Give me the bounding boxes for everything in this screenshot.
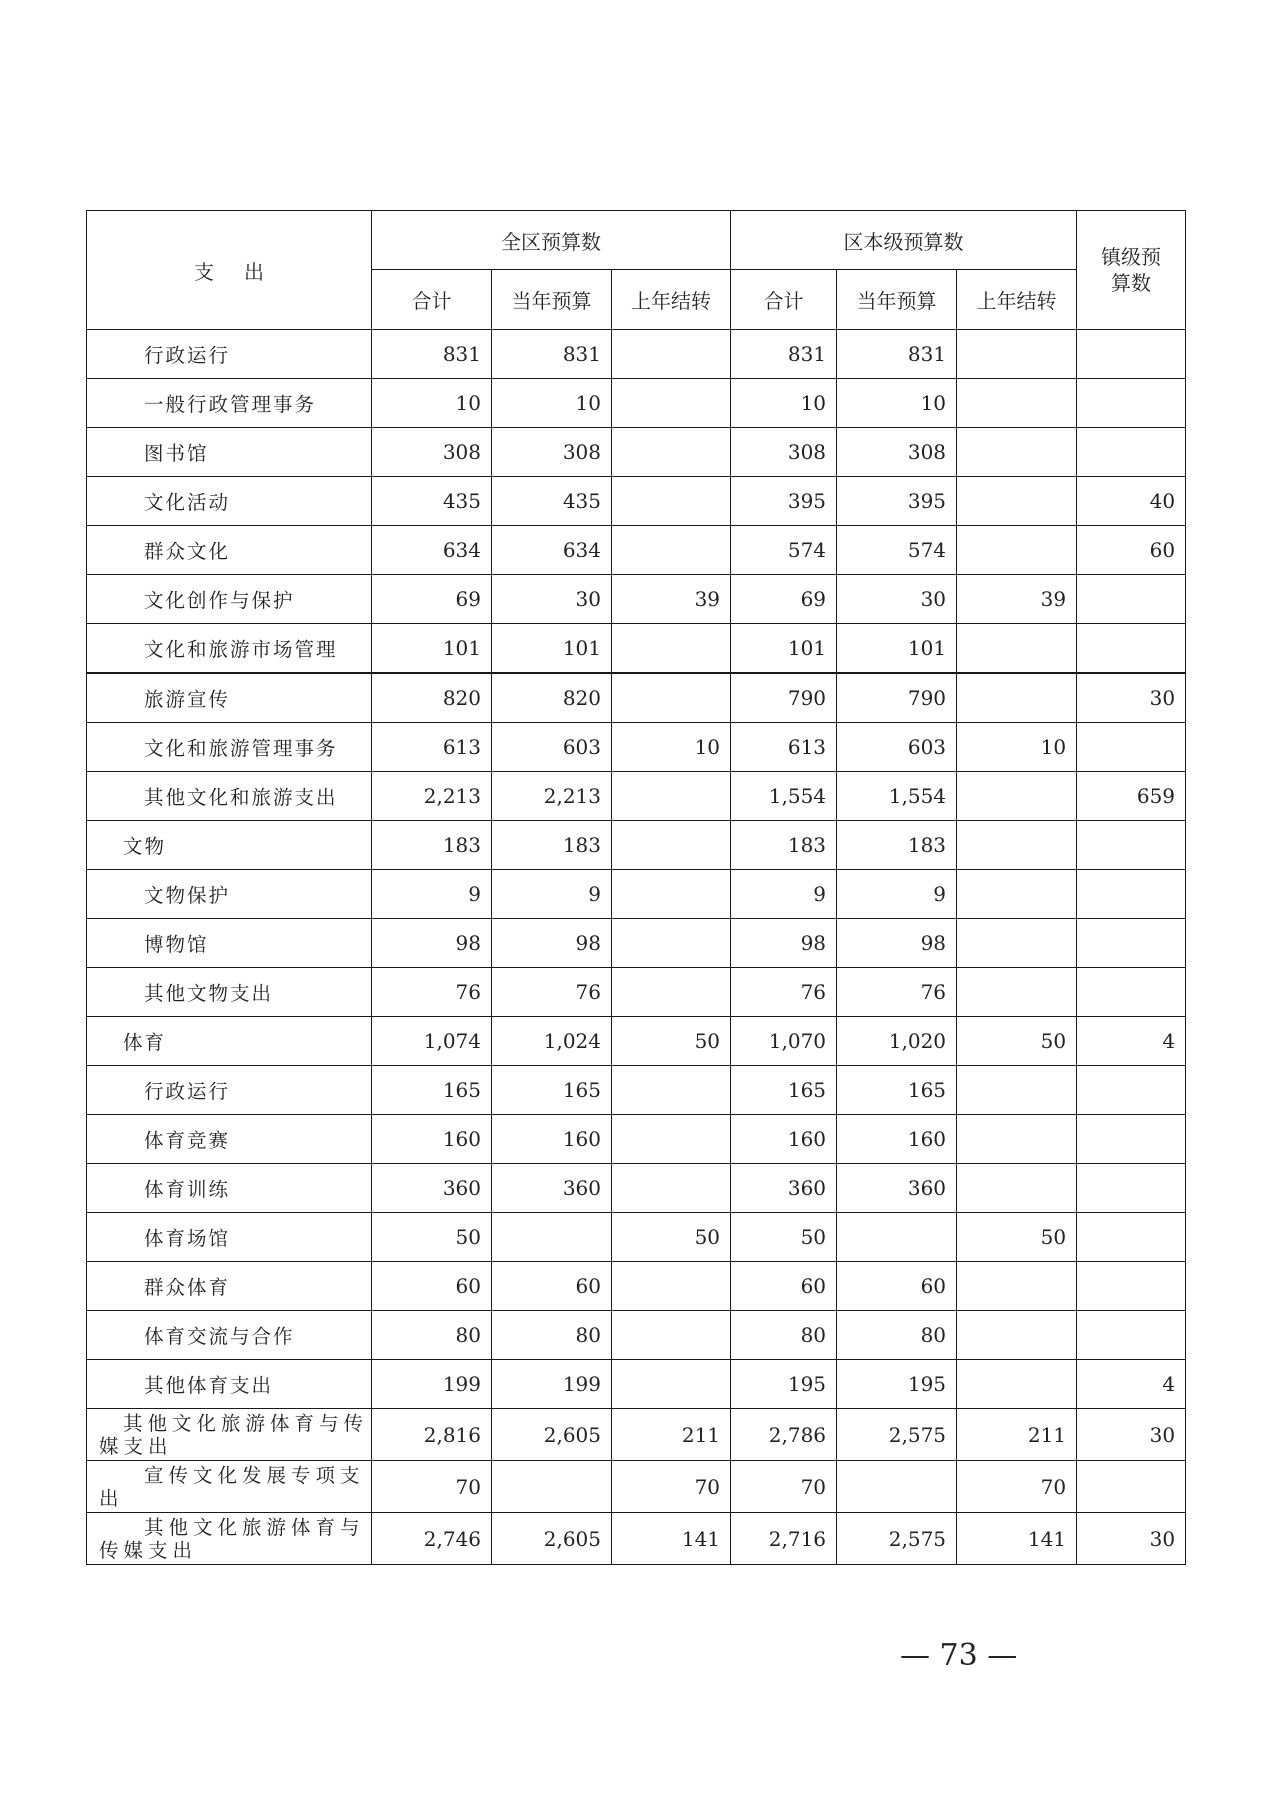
cell-value: 183 bbox=[837, 821, 957, 870]
cell-value: 76 bbox=[492, 968, 612, 1017]
table-row bbox=[87, 1513, 1186, 1565]
cell-value: 9 bbox=[372, 870, 492, 919]
cell-value: 30 bbox=[1077, 1513, 1186, 1565]
cell-value: 76 bbox=[837, 968, 957, 1017]
cell-value: 98 bbox=[731, 919, 837, 968]
table-body bbox=[87, 330, 1186, 1565]
row-label: 文化创作与保护 bbox=[87, 575, 372, 624]
cell-value bbox=[1077, 1115, 1186, 1164]
table-row bbox=[87, 379, 1186, 428]
row-label: 图书馆 bbox=[87, 428, 372, 477]
col-carryover-district: 上年结转 bbox=[957, 270, 1077, 330]
budget-table bbox=[86, 210, 1186, 1565]
cell-value bbox=[1077, 330, 1186, 379]
cell-value: 4 bbox=[1077, 1017, 1186, 1066]
cell-value: 360 bbox=[731, 1164, 837, 1213]
row-label: 体育训练 bbox=[87, 1164, 372, 1213]
cell-value: 831 bbox=[372, 330, 492, 379]
cell-value: 10 bbox=[837, 379, 957, 428]
cell-value: 50 bbox=[957, 1213, 1077, 1262]
table-row bbox=[87, 1066, 1186, 1115]
cell-value bbox=[612, 526, 731, 575]
cell-value: 360 bbox=[372, 1164, 492, 1213]
cell-value: 98 bbox=[492, 919, 612, 968]
cell-value: 101 bbox=[731, 624, 837, 674]
cell-value bbox=[957, 1115, 1077, 1164]
cell-value bbox=[957, 1164, 1077, 1213]
cell-value: 165 bbox=[372, 1066, 492, 1115]
table-header bbox=[87, 211, 1186, 330]
cell-value: 1,070 bbox=[731, 1017, 837, 1066]
cell-value: 790 bbox=[837, 673, 957, 723]
cell-value: 1,554 bbox=[731, 772, 837, 821]
cell-value bbox=[837, 1461, 957, 1513]
row-label: 其他文化旅游体育与传媒支出 bbox=[87, 1409, 372, 1461]
row-label: 文物保护 bbox=[87, 870, 372, 919]
cell-value: 831 bbox=[731, 330, 837, 379]
row-label: 行政运行 bbox=[87, 330, 372, 379]
cell-value: 634 bbox=[372, 526, 492, 575]
cell-value: 50 bbox=[372, 1213, 492, 1262]
cell-value: 2,213 bbox=[492, 772, 612, 821]
cell-value bbox=[1077, 870, 1186, 919]
table-row bbox=[87, 919, 1186, 968]
cell-value: 101 bbox=[837, 624, 957, 674]
cell-value bbox=[1077, 1311, 1186, 1360]
cell-value: 308 bbox=[837, 428, 957, 477]
table-row bbox=[87, 575, 1186, 624]
cell-value: 80 bbox=[837, 1311, 957, 1360]
cell-value bbox=[612, 428, 731, 477]
table-row bbox=[87, 1262, 1186, 1311]
cell-value bbox=[957, 1360, 1077, 1409]
col-carryover-all: 上年结转 bbox=[612, 270, 731, 330]
cell-value: 574 bbox=[731, 526, 837, 575]
cell-value: 50 bbox=[612, 1017, 731, 1066]
cell-value: 308 bbox=[492, 428, 612, 477]
cell-value: 50 bbox=[957, 1017, 1077, 1066]
cell-value: 195 bbox=[731, 1360, 837, 1409]
cell-value: 395 bbox=[837, 477, 957, 526]
cell-value: 70 bbox=[372, 1461, 492, 1513]
cell-value bbox=[957, 673, 1077, 723]
cell-value: 101 bbox=[372, 624, 492, 674]
row-label: 体育竞赛 bbox=[87, 1115, 372, 1164]
cell-value bbox=[1077, 428, 1186, 477]
cell-value: 183 bbox=[492, 821, 612, 870]
cell-value: 160 bbox=[837, 1115, 957, 1164]
cell-value: 160 bbox=[731, 1115, 837, 1164]
cell-value bbox=[957, 526, 1077, 575]
cell-value: 360 bbox=[492, 1164, 612, 1213]
cell-value: 395 bbox=[731, 477, 837, 526]
cell-value bbox=[612, 1311, 731, 1360]
cell-value bbox=[957, 330, 1077, 379]
cell-value bbox=[957, 1262, 1077, 1311]
cell-value: 2,575 bbox=[837, 1409, 957, 1461]
cell-value bbox=[1077, 723, 1186, 772]
cell-value: 160 bbox=[492, 1115, 612, 1164]
cell-value: 634 bbox=[492, 526, 612, 575]
cell-value bbox=[957, 379, 1077, 428]
row-label: 博物馆 bbox=[87, 919, 372, 968]
row-label: 文化和旅游市场管理 bbox=[87, 624, 372, 674]
row-label: 体育 bbox=[87, 1017, 372, 1066]
cell-value bbox=[612, 1164, 731, 1213]
cell-value bbox=[957, 624, 1077, 674]
cell-value: 2,786 bbox=[731, 1409, 837, 1461]
cell-value: 199 bbox=[492, 1360, 612, 1409]
cell-value: 603 bbox=[837, 723, 957, 772]
cell-value bbox=[1077, 1066, 1186, 1115]
cell-value: 790 bbox=[731, 673, 837, 723]
cell-value: 80 bbox=[372, 1311, 492, 1360]
cell-value bbox=[957, 1066, 1077, 1115]
row-label: 一般行政管理事务 bbox=[87, 379, 372, 428]
row-label: 群众文化 bbox=[87, 526, 372, 575]
cell-value: 165 bbox=[837, 1066, 957, 1115]
cell-value bbox=[612, 1262, 731, 1311]
row-label: 其他体育支出 bbox=[87, 1360, 372, 1409]
cell-value: 69 bbox=[731, 575, 837, 624]
table-row bbox=[87, 968, 1186, 1017]
cell-value bbox=[957, 1311, 1077, 1360]
cell-value bbox=[1077, 1461, 1186, 1513]
cell-value bbox=[612, 772, 731, 821]
cell-value bbox=[1077, 968, 1186, 1017]
table-row bbox=[87, 1017, 1186, 1066]
cell-value bbox=[957, 477, 1077, 526]
row-label: 其他文化和旅游支出 bbox=[87, 772, 372, 821]
cell-value: 199 bbox=[372, 1360, 492, 1409]
col-current-year-all: 当年预算 bbox=[492, 270, 612, 330]
cell-value bbox=[612, 1115, 731, 1164]
cell-value bbox=[1077, 1213, 1186, 1262]
table-row bbox=[87, 1115, 1186, 1164]
cell-value: 1,020 bbox=[837, 1017, 957, 1066]
cell-value: 2,213 bbox=[372, 772, 492, 821]
cell-value bbox=[612, 379, 731, 428]
table-row bbox=[87, 870, 1186, 919]
cell-value: 165 bbox=[731, 1066, 837, 1115]
cell-value: 9 bbox=[731, 870, 837, 919]
cell-value bbox=[612, 673, 731, 723]
cell-value bbox=[612, 330, 731, 379]
cell-value bbox=[1077, 821, 1186, 870]
cell-value: 80 bbox=[492, 1311, 612, 1360]
cell-value: 160 bbox=[372, 1115, 492, 1164]
cell-value: 98 bbox=[372, 919, 492, 968]
table-row bbox=[87, 477, 1186, 526]
cell-value: 30 bbox=[492, 575, 612, 624]
cell-value: 2,605 bbox=[492, 1513, 612, 1565]
cell-value: 211 bbox=[612, 1409, 731, 1461]
cell-value: 50 bbox=[731, 1213, 837, 1262]
cell-value: 10 bbox=[612, 723, 731, 772]
table-row bbox=[87, 673, 1186, 723]
cell-value bbox=[957, 968, 1077, 1017]
cell-value bbox=[612, 919, 731, 968]
table-row bbox=[87, 772, 1186, 821]
cell-value: 70 bbox=[612, 1461, 731, 1513]
cell-value bbox=[957, 919, 1077, 968]
cell-value: 820 bbox=[372, 673, 492, 723]
cell-value: 603 bbox=[492, 723, 612, 772]
cell-value bbox=[612, 1066, 731, 1115]
cell-value: 574 bbox=[837, 526, 957, 575]
cell-value bbox=[957, 870, 1077, 919]
cell-value: 820 bbox=[492, 673, 612, 723]
cell-value: 308 bbox=[372, 428, 492, 477]
cell-value: 60 bbox=[492, 1262, 612, 1311]
all-district-budget-header: 全区预算数 bbox=[372, 211, 731, 270]
cell-value bbox=[1077, 1262, 1186, 1311]
cell-value: 2,816 bbox=[372, 1409, 492, 1461]
cell-value: 80 bbox=[731, 1311, 837, 1360]
cell-value: 50 bbox=[612, 1213, 731, 1262]
cell-value: 9 bbox=[837, 870, 957, 919]
cell-value: 69 bbox=[372, 575, 492, 624]
row-label: 旅游宣传 bbox=[87, 673, 372, 723]
cell-value: 10 bbox=[372, 379, 492, 428]
cell-value bbox=[612, 624, 731, 674]
table-row bbox=[87, 624, 1186, 674]
cell-value: 308 bbox=[731, 428, 837, 477]
district-level-budget-header: 区本级预算数 bbox=[731, 211, 1077, 270]
cell-value: 39 bbox=[957, 575, 1077, 624]
cell-value: 10 bbox=[492, 379, 612, 428]
row-label: 体育交流与合作 bbox=[87, 1311, 372, 1360]
col-total-all: 合计 bbox=[372, 270, 492, 330]
row-label: 其他文化旅游体育与传媒支出 bbox=[87, 1513, 372, 1565]
cell-value: 2,746 bbox=[372, 1513, 492, 1565]
cell-value: 183 bbox=[731, 821, 837, 870]
table-row bbox=[87, 330, 1186, 379]
cell-value: 360 bbox=[837, 1164, 957, 1213]
cell-value: 60 bbox=[731, 1262, 837, 1311]
table-row bbox=[87, 428, 1186, 477]
row-label: 行政运行 bbox=[87, 1066, 372, 1115]
cell-value bbox=[1077, 379, 1186, 428]
table-row bbox=[87, 1360, 1186, 1409]
row-label: 其他文物支出 bbox=[87, 968, 372, 1017]
cell-value: 9 bbox=[492, 870, 612, 919]
town-level-budget-header: 镇级预 算数 bbox=[1077, 211, 1186, 330]
cell-value: 70 bbox=[731, 1461, 837, 1513]
cell-value: 659 bbox=[1077, 772, 1186, 821]
cell-value bbox=[612, 870, 731, 919]
table-row bbox=[87, 821, 1186, 870]
cell-value bbox=[1077, 575, 1186, 624]
table-row bbox=[87, 1461, 1186, 1513]
col-total-district: 合计 bbox=[731, 270, 837, 330]
cell-value bbox=[492, 1213, 612, 1262]
cell-value bbox=[957, 821, 1077, 870]
cell-value: 60 bbox=[1077, 526, 1186, 575]
row-label: 文化活动 bbox=[87, 477, 372, 526]
cell-value: 831 bbox=[492, 330, 612, 379]
cell-value bbox=[1077, 624, 1186, 674]
cell-value bbox=[957, 428, 1077, 477]
cell-value: 141 bbox=[612, 1513, 731, 1565]
row-label: 文化和旅游管理事务 bbox=[87, 723, 372, 772]
cell-value: 4 bbox=[1077, 1360, 1186, 1409]
cell-value: 10 bbox=[731, 379, 837, 428]
cell-value bbox=[1077, 1164, 1186, 1213]
cell-value: 141 bbox=[957, 1513, 1077, 1565]
row-label: 体育场馆 bbox=[87, 1213, 372, 1262]
row-label: 文物 bbox=[87, 821, 372, 870]
cell-value: 435 bbox=[492, 477, 612, 526]
table-row bbox=[87, 1409, 1186, 1461]
cell-value: 831 bbox=[837, 330, 957, 379]
cell-value: 2,716 bbox=[731, 1513, 837, 1565]
cell-value bbox=[612, 968, 731, 1017]
table-row bbox=[87, 723, 1186, 772]
row-label: 群众体育 bbox=[87, 1262, 372, 1311]
cell-value: 211 bbox=[957, 1409, 1077, 1461]
table-row bbox=[87, 1164, 1186, 1213]
cell-value: 165 bbox=[492, 1066, 612, 1115]
cell-value: 10 bbox=[957, 723, 1077, 772]
row-label: 宣传文化发展专项支出 bbox=[87, 1461, 372, 1513]
col-current-year-district: 当年预算 bbox=[837, 270, 957, 330]
cell-value bbox=[612, 821, 731, 870]
cell-value: 435 bbox=[372, 477, 492, 526]
cell-value: 183 bbox=[372, 821, 492, 870]
cell-value: 30 bbox=[1077, 673, 1186, 723]
cell-value: 1,074 bbox=[372, 1017, 492, 1066]
cell-value bbox=[612, 477, 731, 526]
table-row bbox=[87, 1213, 1186, 1262]
table-row bbox=[87, 526, 1186, 575]
cell-value: 101 bbox=[492, 624, 612, 674]
cell-value: 39 bbox=[612, 575, 731, 624]
cell-value: 195 bbox=[837, 1360, 957, 1409]
cell-value: 613 bbox=[731, 723, 837, 772]
cell-value: 40 bbox=[1077, 477, 1186, 526]
cell-value: 70 bbox=[957, 1461, 1077, 1513]
table-row bbox=[87, 1311, 1186, 1360]
cell-value: 76 bbox=[731, 968, 837, 1017]
cell-value: 30 bbox=[1077, 1409, 1186, 1461]
cell-value: 30 bbox=[837, 575, 957, 624]
cell-value bbox=[612, 1360, 731, 1409]
page-number: — 73 — bbox=[900, 1638, 1018, 1673]
cell-value bbox=[957, 772, 1077, 821]
cell-value: 60 bbox=[372, 1262, 492, 1311]
cell-value bbox=[1077, 919, 1186, 968]
cell-value: 60 bbox=[837, 1262, 957, 1311]
cell-value: 98 bbox=[837, 919, 957, 968]
cell-value: 2,575 bbox=[837, 1513, 957, 1565]
cell-value: 613 bbox=[372, 723, 492, 772]
cell-value bbox=[837, 1213, 957, 1262]
cell-value: 76 bbox=[372, 968, 492, 1017]
cell-value: 1,554 bbox=[837, 772, 957, 821]
cell-value: 2,605 bbox=[492, 1409, 612, 1461]
expense-header: 支 出 bbox=[87, 211, 372, 330]
cell-value: 1,024 bbox=[492, 1017, 612, 1066]
cell-value bbox=[492, 1461, 612, 1513]
